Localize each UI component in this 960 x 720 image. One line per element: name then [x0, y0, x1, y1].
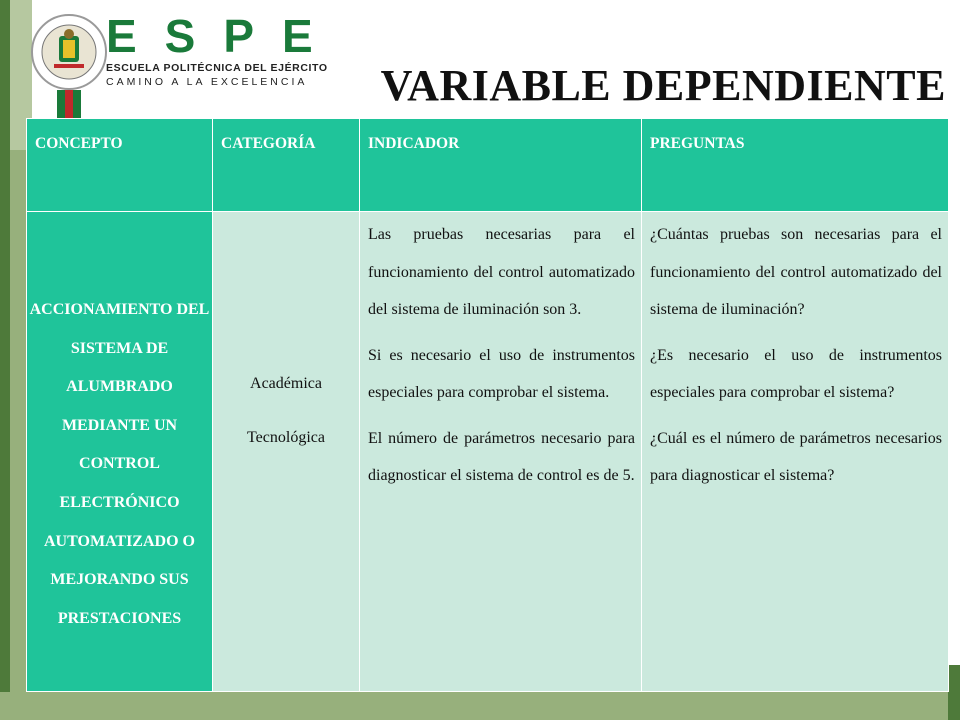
page-title: VARIABLE DEPENDIENTE	[380, 61, 946, 110]
question-3: ¿Cuál es el número de parámetros necesarios para diagnosticar el sistema?	[650, 429, 942, 484]
category-tecnologica: Tecnológica	[247, 429, 325, 446]
espe-seal-logo	[30, 12, 108, 124]
brand-subtitle: ESCUELA POLITÉCNICA DEL EJÉRCITO	[106, 62, 328, 74]
brand-block	[106, 10, 341, 88]
indicator-cell	[360, 212, 642, 692]
header-categoria: CATEGORÍA	[213, 119, 360, 212]
concept-cell: ACCIONAMIENTO DEL SISTEMA DE ALUMBRADO MEDIANTE UN CONTROL ELECTRÓNICO AUTOMATIZADO O MEJORANDO SUS PRESTACIONES	[27, 212, 213, 692]
question-2: ¿Es necesario el uso de instrumentos especiales para comprobar el sistema?	[650, 346, 942, 401]
bottom-band	[0, 692, 960, 720]
bottom-right-band	[948, 665, 960, 720]
brand-motto: CAMINO A LA EXCELENCIA	[106, 76, 308, 88]
header-preguntas: PREGUNTAS	[642, 119, 949, 212]
question-cell	[642, 212, 949, 692]
indicator-1: Las pruebas necesarias para el funcionamiento del control automatizado del sistema de iluminación son 3.	[368, 226, 635, 318]
left-band-dark	[0, 0, 10, 720]
brand-word: ESPE	[106, 10, 341, 62]
variable-table	[26, 118, 949, 692]
category-cell	[213, 212, 360, 692]
header-indicador: INDICADOR	[360, 119, 642, 212]
header-concepto: CONCEPTO	[27, 119, 213, 212]
indicator-2: Si es necesario el uso de instrumentos especiales para comprobar el sistema.	[368, 346, 635, 401]
table-row	[27, 212, 949, 692]
question-1: ¿Cuántas pruebas son necesarias para el funcionamiento del control automatizado del sistema de iluminación?	[650, 226, 942, 318]
indicator-3: El número de parámetros necesario para diagnosticar el sistema de control es de 5.	[368, 429, 635, 484]
table-header-row	[27, 119, 949, 212]
category-academica: Académica	[250, 375, 322, 392]
